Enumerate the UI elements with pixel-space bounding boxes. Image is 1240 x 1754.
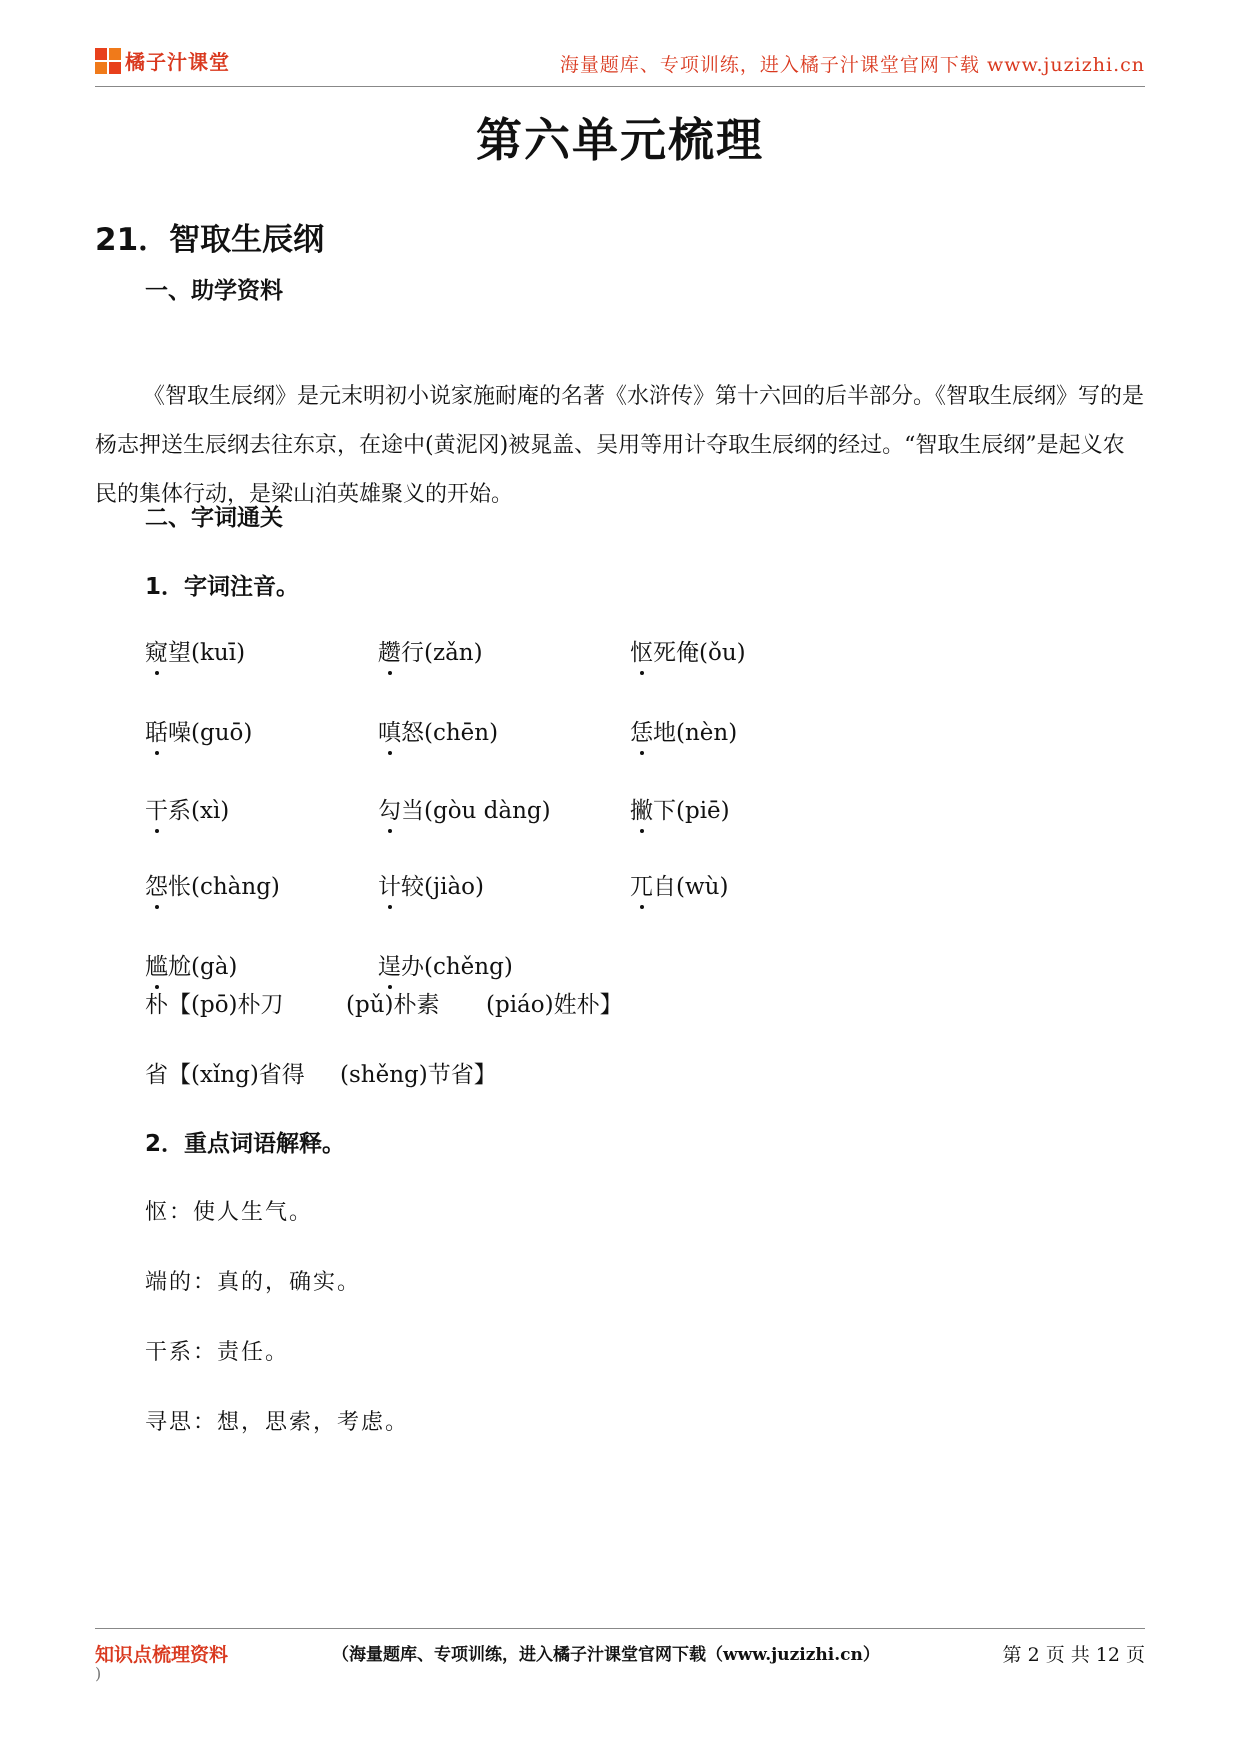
polyphone-reading: 【(xǐng)省得 xyxy=(168,1062,305,1088)
annotated-char: 聒 xyxy=(145,714,168,747)
word-rest: 尬 xyxy=(168,954,191,980)
pronunciation-item xyxy=(145,714,252,747)
brand-logo[interactable] xyxy=(95,46,230,75)
brand-name: 橘子汁课堂 xyxy=(125,50,230,74)
annotated-char: 干 xyxy=(145,792,168,825)
pinyin: (ǒu) xyxy=(699,640,746,666)
annotated-char: 计 xyxy=(378,868,401,901)
pronunciation-item xyxy=(145,634,245,667)
annotated-char: 尴 xyxy=(145,948,168,981)
page-number: 第 2 页 共 12 页 xyxy=(1002,1644,1145,1666)
pronunciation-item xyxy=(145,792,229,825)
header-slogan: 海量题库、专项训练，进入橘子汁课堂官网下载 www.juzizhi.cn xyxy=(559,54,1145,76)
polyphone-char: 省 xyxy=(145,1062,168,1088)
word-rest: 系 xyxy=(168,798,191,824)
annotated-char: 趱 xyxy=(378,634,401,667)
annotated-char: 怨 xyxy=(145,868,168,901)
header-divider xyxy=(95,86,1145,87)
definition-item: 寻思：想，思索，考虑。 xyxy=(145,1410,410,1435)
pronunciation-item xyxy=(630,634,746,667)
section-heading-materials: 一、助学资料 xyxy=(145,278,283,304)
annotated-char: 兀 xyxy=(630,868,653,901)
pronunciation-item xyxy=(378,948,513,981)
pinyin: (chēn) xyxy=(424,720,499,746)
pronunciation-item xyxy=(630,714,737,747)
annotated-char: 窥 xyxy=(145,634,168,667)
pinyin: (xì) xyxy=(191,798,230,824)
pinyin: (zǎn) xyxy=(424,640,483,666)
pronunciation-item xyxy=(378,634,483,667)
pronunciation-item xyxy=(630,792,730,825)
annotated-char: 逞 xyxy=(378,948,401,981)
annotated-char: 怄 xyxy=(630,634,653,667)
page-header xyxy=(95,42,1145,82)
section-heading-vocab: 二、字词通关 xyxy=(145,505,283,531)
materials-paragraph: 《智取生辰纲》是元末明初小说家施耐庵的名著《水浒传》第十六回的后半部分。《智取生辰纲》写的是杨志押送生辰纲去往东京，在途中(黄泥冈)被晁盖、吴用等用计夺取生辰纲的经过。“智取生辰纲”是起义农民的集体行动，是梁山泊英雄聚义的开始。 xyxy=(95,384,1145,507)
word-rest: 怒 xyxy=(401,720,424,746)
page-title: 第六单元梳理 xyxy=(476,113,764,167)
polyphone-reading: (shěng)节省】 xyxy=(340,1062,497,1088)
pinyin: (wù) xyxy=(676,874,729,900)
word-rest: 行 xyxy=(401,640,424,666)
word-rest: 较 xyxy=(401,874,424,900)
footer-divider xyxy=(95,1628,1145,1629)
polyphone-reading: 【(pō)朴刀 xyxy=(168,992,284,1018)
word-rest: 当 xyxy=(401,798,424,824)
annotated-char: 嗔 xyxy=(378,714,401,747)
pinyin: (jiào) xyxy=(424,874,484,900)
definition-item: 端的：真的，确实。 xyxy=(145,1270,362,1295)
footer-doc-type: 知识点梳理资料 xyxy=(95,1644,229,1666)
pronunciation-item xyxy=(378,792,551,825)
pinyin: (gà) xyxy=(191,954,238,980)
subheading-pronunciation: 1．字词注音。 xyxy=(145,574,300,600)
annotated-char: 勾 xyxy=(378,792,401,825)
pinyin: (piē) xyxy=(676,798,730,824)
pinyin: (kuī) xyxy=(191,640,246,666)
word-rest: 怅 xyxy=(168,874,191,900)
polyphone-reading: (piáo)姓朴】 xyxy=(486,992,623,1018)
pronunciation-item xyxy=(145,948,237,981)
definition-item: 怄：使人生气。 xyxy=(145,1200,314,1225)
pronunciation-item xyxy=(378,714,498,747)
word-rest: 自 xyxy=(653,874,676,900)
lesson-heading: 21．智取生辰纲 xyxy=(95,222,325,258)
polyphone-reading: (pǔ)朴素 xyxy=(346,992,440,1018)
pinyin: (guō) xyxy=(191,720,253,746)
polyphone-xing xyxy=(145,1056,305,1089)
subheading-definitions: 2．重点词语解释。 xyxy=(145,1131,346,1157)
polyphone-char: 朴 xyxy=(145,992,168,1018)
annotated-char: 恁 xyxy=(630,714,653,747)
annotated-char: 撇 xyxy=(630,792,653,825)
word-rest: 办 xyxy=(401,954,424,980)
polyphone-pu xyxy=(145,986,284,1019)
word-rest: 望 xyxy=(168,640,191,666)
word-rest: 下 xyxy=(653,798,676,824)
pronunciation-item xyxy=(630,868,728,901)
pronunciation-item xyxy=(378,868,484,901)
definition-item: 干系：责任。 xyxy=(145,1340,290,1365)
logo-icon xyxy=(95,48,121,74)
footer-slogan: （海量题库、专项训练，进入橘子汁课堂官网下载（www.juzizhi.cn） xyxy=(332,1645,880,1665)
pinyin: (chàng) xyxy=(191,874,280,900)
pinyin: (chěng) xyxy=(424,954,513,980)
word-rest: 噪 xyxy=(168,720,191,746)
footer-mark: ) xyxy=(95,1664,102,1683)
pronunciation-item xyxy=(145,868,280,901)
word-rest: 地 xyxy=(653,720,676,746)
word-rest: 死俺 xyxy=(653,640,699,666)
pinyin: (nèn) xyxy=(676,720,738,746)
pinyin: (gòu dàng) xyxy=(424,798,551,824)
